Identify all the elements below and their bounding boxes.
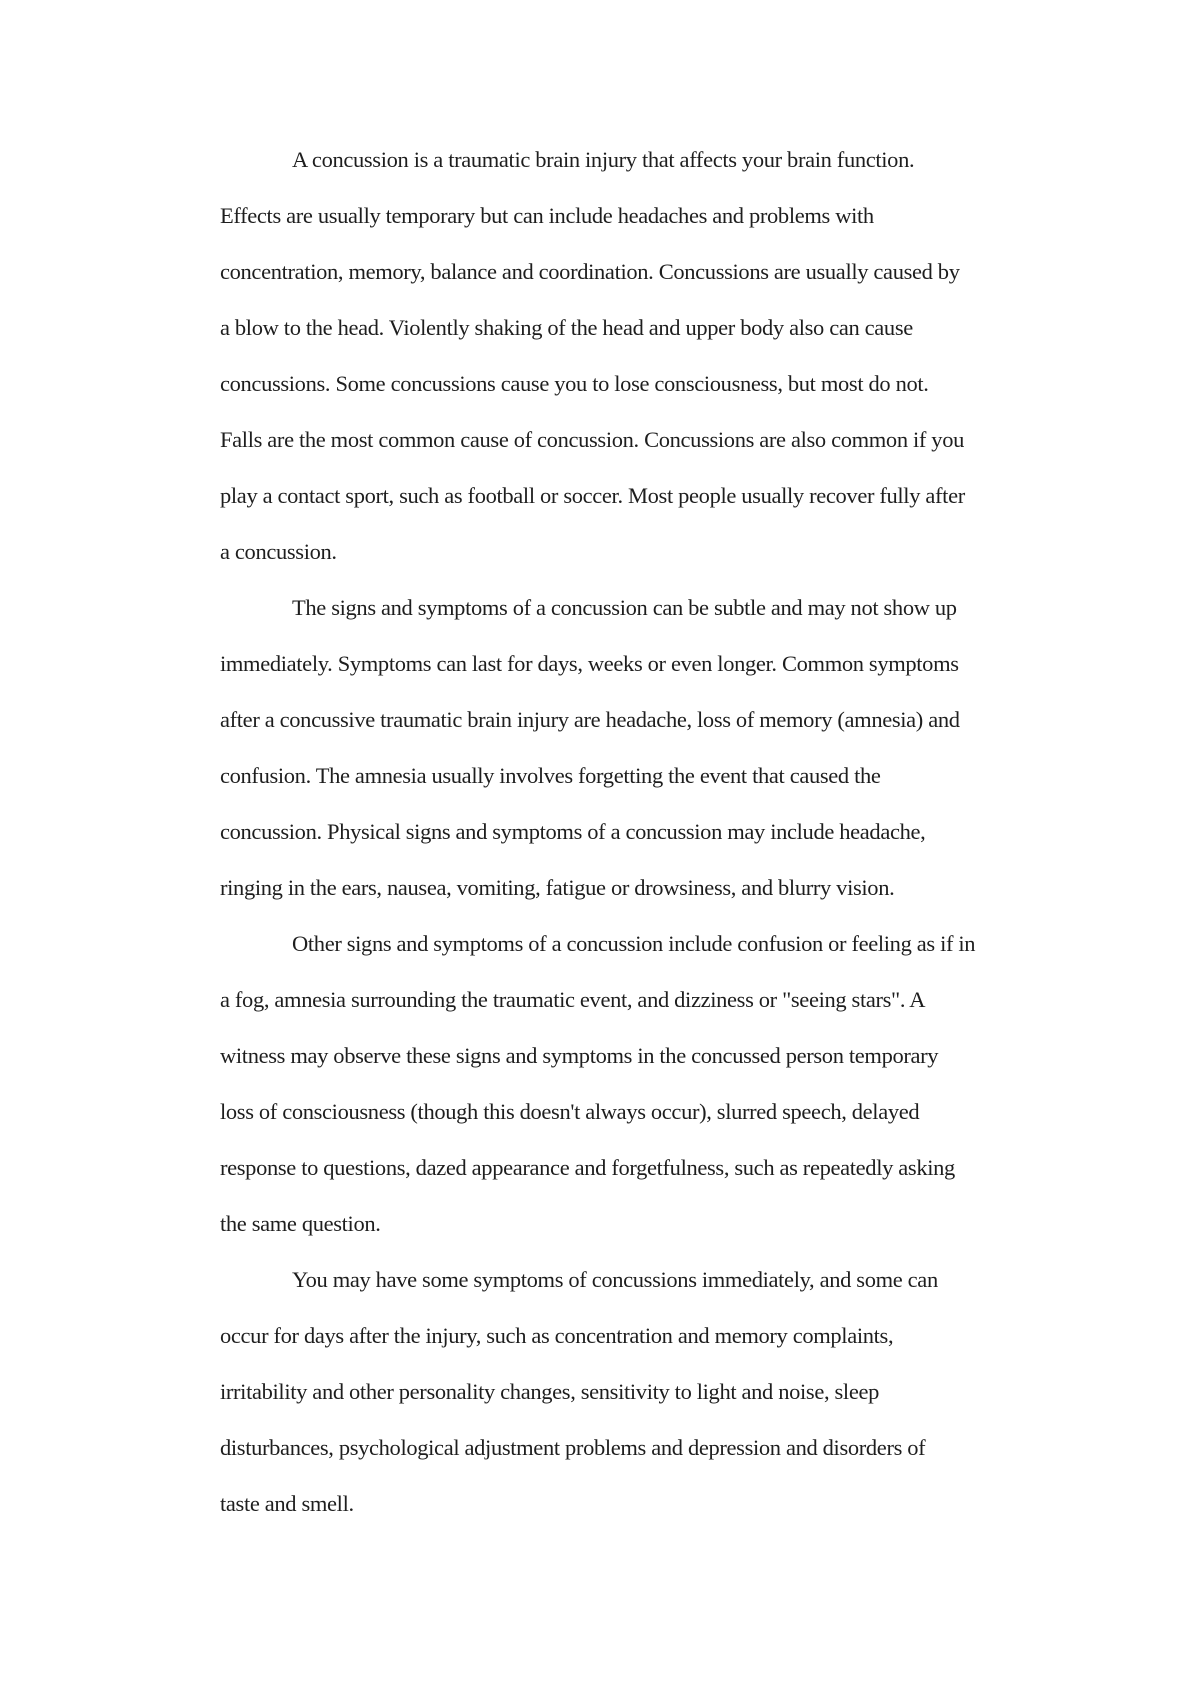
text-line: Effects are usually temporary but can include headaches and problems with xyxy=(220,203,874,228)
paragraph-first-line: Other signs and symptoms of a concussion include confusion or feeling as if in xyxy=(292,931,976,956)
text-line: occur for days after the injury, such as concentration and memory complaints, xyxy=(220,1323,894,1348)
text-line: confusion. The amnesia usually involves forgetting the event that caused the xyxy=(220,763,881,788)
text-line: play a contact sport, such as football or soccer. Most people usually recover fully after xyxy=(220,483,965,508)
text-line: a fog, amnesia surrounding the traumatic event, and dizziness or "seeing stars". A xyxy=(220,987,926,1012)
text-line: a blow to the head. Violently shaking of the head and upper body also can cause xyxy=(220,315,913,340)
text-line: a concussion. xyxy=(220,539,337,564)
text-line: disturbances, psychological adjustment problems and depression and disorders of xyxy=(220,1435,926,1460)
text-line: irritability and other personality changes, sensitivity to light and noise, sleep xyxy=(220,1379,880,1404)
text-line: concussions. Some concussions cause you to lose consciousness, but most do not. xyxy=(220,371,929,396)
text-line: Falls are the most common cause of concussion. Concussions are also common if you xyxy=(220,427,965,452)
text-line: immediately. Symptoms can last for days, weeks or even longer. Common symptoms xyxy=(220,651,959,676)
text-line: loss of consciousness (though this doesn't always occur), slurred speech, delayed xyxy=(220,1099,920,1124)
text-line: concussion. Physical signs and symptoms of a concussion may include headache, xyxy=(220,819,926,844)
text-line: concentration, memory, balance and coordination. Concussions are usually caused by xyxy=(220,259,960,284)
paragraph-first-line: A concussion is a traumatic brain injury that affects your brain function. xyxy=(292,147,915,172)
text-line: the same question. xyxy=(220,1211,381,1236)
text-line: after a concussive traumatic brain injury are headache, loss of memory (amnesia) and xyxy=(220,707,960,732)
paragraph-first-line: The signs and symptoms of a concussion can be subtle and may not show up xyxy=(292,595,957,620)
text-line: ringing in the ears, nausea, vomiting, fatigue or drowsiness, and blurry vision. xyxy=(220,875,895,900)
text-line: response to questions, dazed appearance and forgetfulness, such as repeatedly asking xyxy=(220,1155,955,1180)
text-line: taste and smell. xyxy=(220,1491,354,1516)
paragraph-first-line: You may have some symptoms of concussions immediately, and some can xyxy=(292,1267,938,1292)
document-body xyxy=(220,132,1070,1532)
text-line: witness may observe these signs and symptoms in the concussed person temporary xyxy=(220,1043,939,1068)
